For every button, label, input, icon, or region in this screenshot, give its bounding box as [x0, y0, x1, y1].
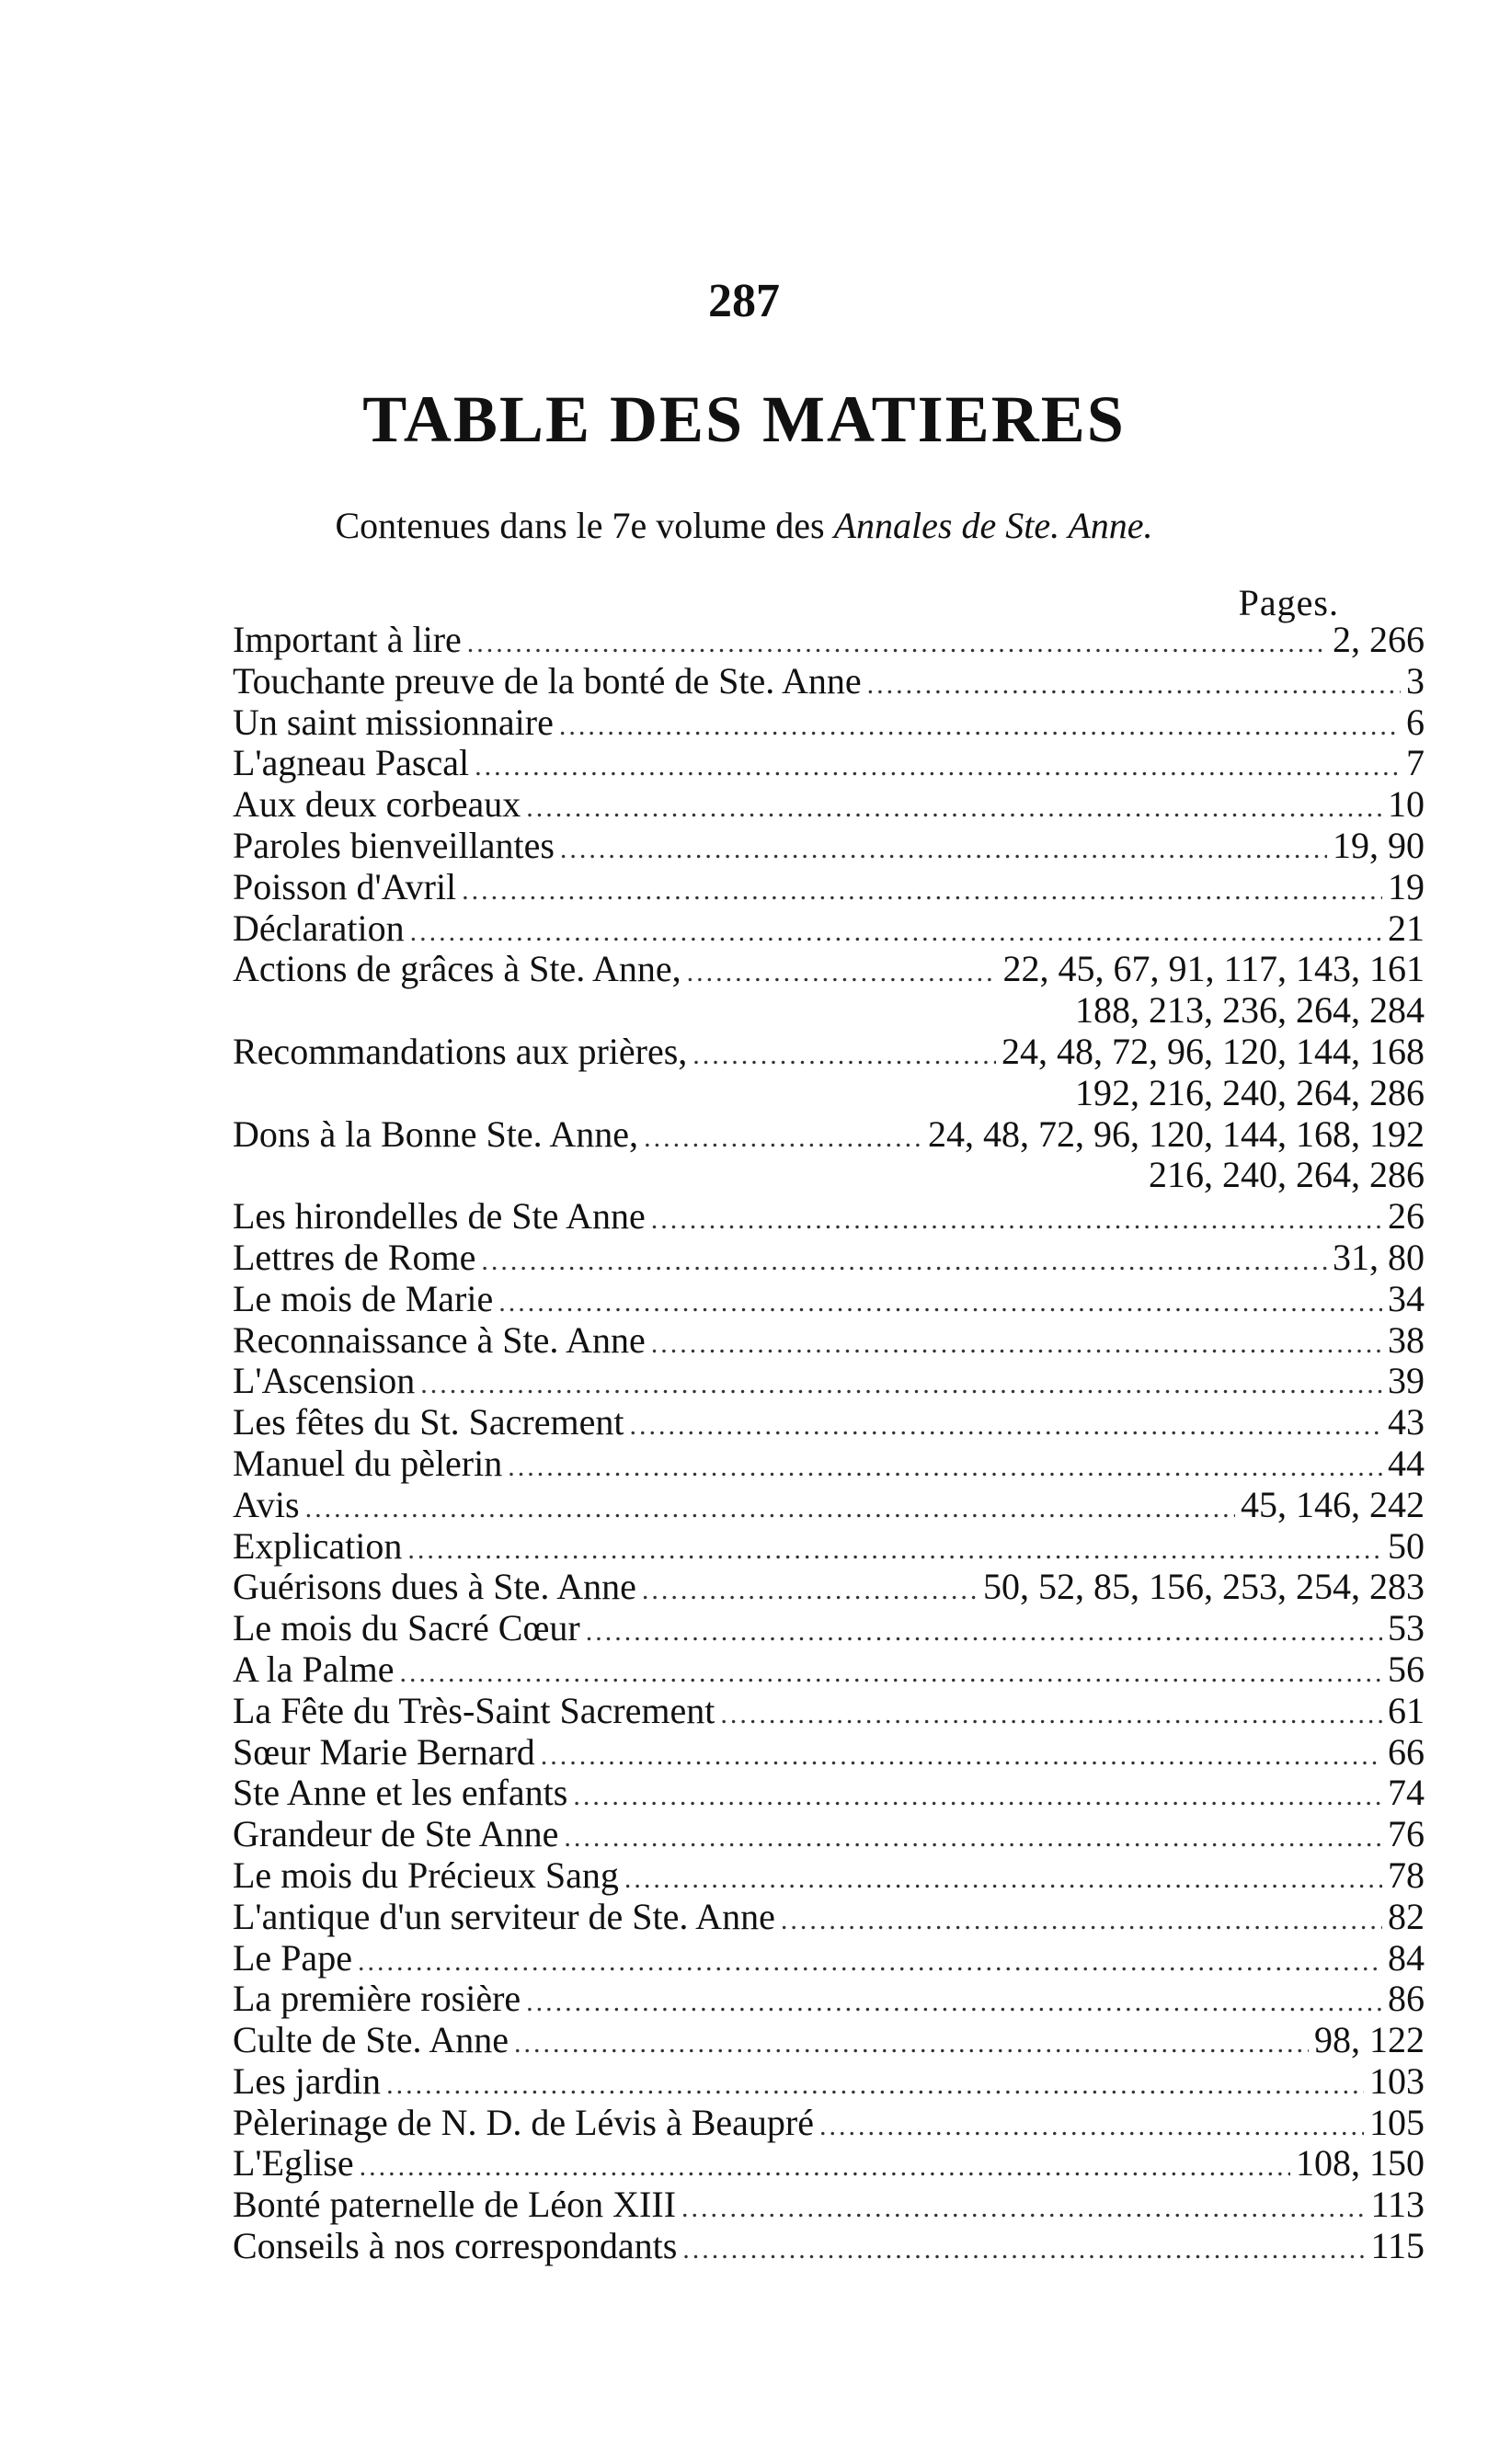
toc-row: [233, 1649, 1425, 1691]
toc-entry-pages: 84: [1388, 1936, 1425, 1979]
toc-row: [233, 1773, 1425, 1814]
dot-leader: [462, 871, 1382, 912]
toc-entry-pages: 31, 80: [1333, 1236, 1425, 1278]
dot-leader: [508, 1447, 1382, 1489]
toc-entry-pages: 76: [1388, 1813, 1425, 1855]
dot-leader: [410, 912, 1382, 953]
dot-leader: [498, 1283, 1382, 1324]
toc-entry-pages: 19: [1388, 865, 1425, 907]
toc-entry-pages: 216, 240, 264, 286: [1149, 1154, 1425, 1196]
dot-leader: [681, 2188, 1365, 2230]
toc-entry-pages: 22, 45, 67, 91, 117, 143, 161: [1002, 948, 1425, 990]
toc-entry-pages: 3: [1406, 659, 1425, 702]
toc-entry-label: Guérisons dues à Ste. Anne: [233, 1566, 636, 1608]
toc-row: [233, 1485, 1425, 1526]
dot-leader: [360, 2147, 1290, 2188]
dot-leader: [564, 1818, 1382, 1859]
toc-entry-pages: 53: [1388, 1607, 1425, 1649]
toc-entry-label: Pèlerinage de N. D. de Lévis à Beaupré: [233, 2101, 814, 2143]
dot-leader: [624, 1859, 1382, 1900]
dot-leader: [692, 1035, 996, 1077]
toc-row: [233, 1361, 1425, 1402]
dot-leader: [559, 706, 1401, 747]
toc-entry-label: Touchante preuve de la bonté de Ste. Anne: [233, 659, 862, 702]
toc-entry-label: Déclaration: [233, 907, 405, 949]
toc-row: [233, 949, 1425, 990]
toc-entry-pages: 82: [1388, 1895, 1425, 1937]
dot-leader: [651, 1200, 1382, 1241]
toc-entry-label: Les jardin: [233, 2059, 382, 2102]
toc-entry-label: La Fête du Très-Saint Sacrement: [233, 1689, 715, 1731]
toc-entry-pages: 43: [1388, 1401, 1425, 1443]
dot-leader: [305, 1489, 1235, 1530]
toc-row: [233, 826, 1425, 867]
dot-leader: [644, 1118, 922, 1159]
subtitle: [0, 504, 1488, 547]
toc-entry-pages: 56: [1388, 1648, 1425, 1690]
toc-entry-pages: 78: [1388, 1854, 1425, 1896]
toc-entry-label: Reconnaissance à Ste. Anne: [233, 1318, 646, 1361]
dot-leader: [629, 1406, 1382, 1447]
toc-entry-pages: 105: [1369, 2101, 1425, 2143]
toc-row: [233, 1279, 1425, 1320]
toc-entry-pages: 50, 52, 85, 156, 253, 254, 283: [983, 1566, 1425, 1608]
dot-leader: [420, 1364, 1382, 1406]
toc-entry-label: Dons à la Bonne Ste. Anne,: [233, 1112, 639, 1155]
dot-leader: [586, 1612, 1382, 1653]
toc-row-continuation: [233, 1155, 1425, 1196]
toc-entry-label: Avis: [233, 1483, 300, 1525]
toc-entry-label: A la Palme: [233, 1648, 395, 1690]
toc-entry-pages: 10: [1388, 783, 1425, 826]
toc-entry-label: L'agneau Pascal: [233, 742, 470, 784]
dot-leader: [682, 2230, 1365, 2271]
toc-row: [233, 1238, 1425, 1279]
toc-entry-pages: 98, 122: [1314, 2019, 1425, 2061]
toc-row: [233, 1691, 1425, 1732]
toc-entry-label: Grandeur de Ste Anne: [233, 1813, 559, 1855]
table-of-contents: [233, 620, 1425, 2267]
toc-entry-pages: 24, 48, 72, 96, 120, 144, 168: [1002, 1030, 1425, 1072]
toc-row: [233, 1732, 1425, 1774]
toc-row: [233, 1814, 1425, 1855]
dot-leader: [573, 1776, 1382, 1818]
toc-entry-label: Le Pape: [233, 1936, 352, 1979]
toc-row: [233, 1443, 1425, 1485]
toc-entry-label: L'antique d'un serviteur de Ste. Anne: [233, 1895, 775, 1937]
toc-entry-pages: 39: [1388, 1360, 1425, 1402]
toc-entry-pages: 21: [1388, 907, 1425, 949]
toc-row: [233, 1196, 1425, 1238]
dot-leader: [526, 788, 1382, 829]
toc-entry-pages: 2, 266: [1333, 619, 1425, 660]
toc-entry-pages: 115: [1370, 2225, 1425, 2267]
toc-row: [233, 702, 1425, 744]
toc-row: [233, 1114, 1425, 1156]
subtitle-prefix: Contenues dans le 7e volume des: [335, 505, 825, 546]
toc-row: [233, 1855, 1425, 1897]
toc-row: [233, 620, 1425, 661]
toc-entry-pages: 44: [1388, 1442, 1425, 1484]
toc-row: [233, 2185, 1425, 2226]
toc-entry-pages: 66: [1388, 1730, 1425, 1773]
toc-row: [233, 1567, 1425, 1608]
toc-entry-label: Le mois de Marie: [233, 1277, 494, 1319]
toc-entry-label: Les fêtes du St. Sacrement: [233, 1401, 624, 1443]
toc-row: [233, 784, 1425, 826]
toc-entry-label: Sœur Marie Bernard: [233, 1730, 535, 1773]
toc-row: [233, 1897, 1425, 1938]
toc-entry-label: L'Ascension: [233, 1360, 416, 1402]
toc-entry-label: L'Eglise: [233, 2142, 354, 2185]
dot-leader: [541, 1736, 1382, 1777]
toc-row: [233, 743, 1425, 784]
toc-entry-label: Les hirondelles de Ste Anne: [233, 1195, 646, 1238]
toc-row: [233, 1979, 1425, 2020]
toc-row: [233, 908, 1425, 950]
toc-entry-label: Culte de Ste. Anne: [233, 2019, 509, 2061]
toc-entry-label: Ste Anne et les enfants: [233, 1772, 568, 1814]
dot-leader: [526, 1982, 1382, 2024]
toc-row: [233, 2103, 1425, 2144]
toc-entry-pages: 38: [1388, 1318, 1425, 1361]
toc-entry-pages: 108, 150: [1296, 2142, 1425, 2185]
toc-entry-label: Le mois du Sacré Cœur: [233, 1607, 580, 1649]
toc-entry-label: Un saint missionnaire: [233, 701, 554, 743]
toc-row: [233, 2143, 1425, 2185]
toc-row: [233, 1320, 1425, 1362]
toc-entry-pages: 188, 213, 236, 264, 284: [1075, 989, 1425, 1032]
toc-entry-pages: 34: [1388, 1277, 1425, 1319]
toc-entry-label: Manuel du pèlerin: [233, 1442, 503, 1484]
toc-entry-pages: 26: [1388, 1195, 1425, 1238]
toc-entry-pages: 6: [1406, 701, 1425, 743]
dot-leader: [475, 747, 1401, 788]
toc-entry-label: Le mois du Précieux Sang: [233, 1854, 619, 1896]
toc-row-continuation: [233, 990, 1425, 1032]
toc-row: [233, 2061, 1425, 2103]
toc-entry-pages: 74: [1388, 1772, 1425, 1814]
dot-leader: [651, 1324, 1382, 1365]
toc-entry-label: Explication: [233, 1524, 403, 1567]
dot-leader: [407, 1530, 1382, 1571]
dot-leader: [867, 665, 1401, 706]
toc-entry-pages: 19, 90: [1333, 824, 1425, 866]
dot-leader: [467, 623, 1327, 665]
page-number: 287: [708, 275, 780, 327]
toc-row: [233, 1938, 1425, 1979]
page-title: TABLE DES MATIERES: [362, 382, 1126, 456]
toc-entry-pages: 86: [1388, 1978, 1425, 2020]
toc-entry-label: Bonté paternelle de Léon XIII: [233, 2184, 677, 2226]
dot-leader: [720, 1694, 1382, 1736]
toc-row-continuation: [233, 1073, 1425, 1114]
toc-entry-label: Actions de grâces à Ste. Anne,: [233, 948, 681, 990]
toc-row: [233, 661, 1425, 702]
dot-leader: [358, 1942, 1382, 1983]
dot-leader: [781, 1900, 1382, 1942]
dot-leader: [400, 1653, 1382, 1694]
toc-entry-label: Conseils à nos correspondants: [233, 2225, 678, 2267]
dot-leader: [687, 953, 998, 994]
toc-entry-pages: 103: [1369, 2059, 1425, 2102]
toc-row: [233, 1402, 1425, 1443]
toc-entry-label: Recommandations aux prières,: [233, 1030, 688, 1072]
pages-column-header: Pages.: [1238, 582, 1339, 623]
toc-row: [233, 2020, 1425, 2061]
toc-entry-pages: 50: [1388, 1524, 1425, 1567]
dot-leader: [481, 1241, 1327, 1283]
toc-entry-label: Poisson d'Avril: [233, 865, 457, 907]
toc-entry-label: Aux deux corbeaux: [233, 783, 521, 826]
dot-leader: [642, 1570, 978, 1612]
toc-entry-label: Lettres de Rome: [233, 1236, 476, 1278]
toc-entry-pages: 192, 216, 240, 264, 286: [1075, 1071, 1425, 1113]
dot-leader: [819, 2106, 1364, 2148]
dot-leader: [560, 829, 1327, 871]
toc-entry-pages: 45, 146, 242: [1241, 1483, 1425, 1525]
subtitle-italic: Annales de Ste. Anne.: [833, 505, 1153, 546]
toc-entry-pages: 7: [1406, 742, 1425, 784]
toc-entry-label: Important à lire: [233, 619, 462, 660]
toc-entry-pages: 24, 48, 72, 96, 120, 144, 168, 192: [928, 1112, 1425, 1155]
toc-entry-label: La première rosière: [233, 1978, 521, 2020]
toc-row: [233, 1526, 1425, 1568]
toc-entry-label: Paroles bienveillantes: [233, 824, 555, 866]
dot-leader: [386, 2065, 1364, 2106]
toc-row: [233, 1608, 1425, 1649]
toc-row: [233, 867, 1425, 908]
toc-entry-pages: 113: [1370, 2184, 1425, 2226]
dot-leader: [514, 2024, 1309, 2065]
toc-row: [233, 2226, 1425, 2267]
toc-row: [233, 1032, 1425, 1073]
toc-entry-pages: 61: [1388, 1689, 1425, 1731]
